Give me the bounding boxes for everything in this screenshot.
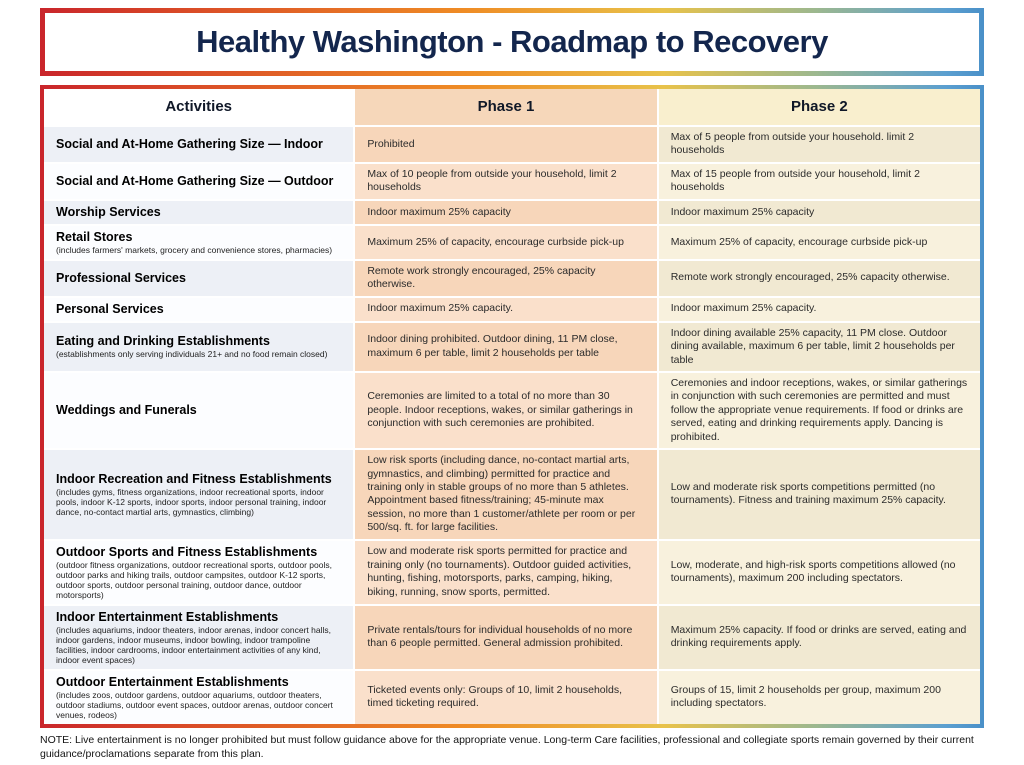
roadmap-table	[44, 89, 980, 724]
table-row	[44, 226, 980, 259]
activity-title: Social and At-Home Gathering Size — Outdoor	[56, 173, 334, 188]
phase1-cell: Max of 10 people from outside your household, limit 2 households	[355, 164, 656, 199]
activity-cell	[44, 127, 353, 162]
phase1-cell: Low risk sports (including dance, no-contact martial arts, gymnastics, and climbing) permitted for practice and training only in stable groups of no more than 5 athletes. Appointment based fitness/training; 45-minute max session, no more than 1 customer/athlete per room or per 500/sq. ft. for large facilities.	[355, 450, 656, 539]
activity-title: Worship Services	[56, 204, 161, 219]
table-row	[44, 373, 980, 448]
phase1-cell: Private rentals/tours for individual households of no more than 6 people permitted. General admission prohibited.	[355, 606, 656, 669]
phase1-cell: Remote work strongly encouraged, 25% capacity otherwise.	[355, 261, 656, 296]
phase2-cell: Max of 5 people from outside your household. limit 2 households	[659, 127, 980, 162]
activity-cell	[44, 261, 353, 296]
activity-cell	[44, 226, 353, 259]
activity-title: Indoor Entertainment Establishments	[56, 609, 279, 624]
header-row	[44, 89, 980, 125]
activity-subtitle: (includes farmers' markets, grocery and convenience stores, pharmacies)	[56, 244, 333, 255]
activity-cell	[44, 201, 353, 224]
page-title: Healthy Washington - Roadmap to Recovery	[196, 24, 828, 59]
activity-cell	[44, 164, 353, 199]
phase2-cell: Low and moderate risk sports competitions permitted (no tournaments). Fitness and training maximum 25% capacity.	[659, 450, 980, 539]
phase1-cell: Low and moderate risk sports permitted for practice and training only (no tournaments). Outdoor guided activities, hunting, fishing, motorsports, parks, camping, hiking, biking, running, snow sports, permitted.	[355, 541, 656, 604]
activity-title: Weddings and Funerals	[56, 403, 197, 418]
title-box	[40, 8, 984, 76]
activity-subtitle: (includes gyms, fitness organizations, indoor recreational sports, indoor pools, indoor K-12 sports, indoor sports, indoor personal training, indoor dance, no-contact martial arts, gymnastics, climbing)	[56, 486, 327, 517]
header-activities: Activities	[44, 89, 353, 125]
phase1-cell: Maximum 25% of capacity, encourage curbside pick-up	[355, 226, 656, 259]
table-row	[44, 201, 980, 224]
phase2-cell: Ceremonies and indoor receptions, wakes, or similar gatherings in conjunction with such ceremonies are permitted and must follow the appropriate venue requirements. If food or drinks are served, eating and drinking requirements apply. Dancing is prohibited.	[659, 373, 980, 448]
phase2-cell: Max of 15 people from outside your household, limit 2 households	[659, 164, 980, 199]
activity-subtitle: (includes aquariums, indoor theaters, indoor arenas, indoor concert halls, indoor gardens, indoor museums, indoor bowling, indoor trampoline facilities, indoor cardrooms, indoor entertainment activities of any kind, indoor event spaces)	[56, 624, 331, 665]
phase2-cell: Remote work strongly encouraged, 25% capacity otherwise.	[659, 261, 980, 296]
phase2-cell: Indoor maximum 25% capacity.	[659, 298, 980, 321]
activity-cell	[44, 541, 353, 604]
activity-title: Eating and Drinking Establishments	[56, 334, 270, 349]
table-row	[44, 298, 980, 321]
activity-cell	[44, 298, 353, 321]
activity-title: Professional Services	[56, 270, 186, 285]
phase1-cell: Indoor dining prohibited. Outdoor dining, 11 PM close, maximum 6 per table, limit 2 households per table	[355, 323, 656, 371]
phase2-cell: Groups of 15, limit 2 households per group, maximum 200 including spectators.	[659, 671, 980, 724]
activity-cell	[44, 450, 353, 539]
table-row	[44, 606, 980, 669]
phase2-cell: Indoor maximum 25% capacity	[659, 201, 980, 224]
table-row	[44, 541, 980, 604]
activity-subtitle: (outdoor fitness organizations, outdoor recreational sports, outdoor pools, outdoor parks and hiking trails, outdoor campsites, outdoor K-12 sports, outdoor sports, outdoor personal training, outdoor dance, outdoor motorsports)	[56, 559, 332, 600]
activity-cell	[44, 606, 353, 669]
activity-subtitle: (includes zoos, outdoor gardens, outdoor aquariums, outdoor theaters, outdoor stadiums, outdoor event spaces, outdoor arenas, outdoor concert venues, rodeos)	[56, 689, 333, 720]
table-body	[44, 127, 980, 724]
phase2-cell: Maximum 25% capacity. If food or drinks are served, eating and drinking requirements apply.	[659, 606, 980, 669]
table-row	[44, 164, 980, 199]
phase1-cell: Indoor maximum 25% capacity	[355, 201, 656, 224]
phase2-cell: Indoor dining available 25% capacity, 11 PM close. Outdoor dining available, maximum 6 per table, limit 2 households per table	[659, 323, 980, 371]
activity-title: Indoor Recreation and Fitness Establishments	[56, 471, 332, 486]
activity-title: Retail Stores	[56, 229, 133, 244]
phase1-cell: Ceremonies are limited to a total of no more than 30 people. Indoor receptions, wakes, or similar gatherings in conjunction with such ceremonies are prohibited.	[355, 373, 656, 448]
table-row	[44, 127, 980, 162]
phase1-cell: Prohibited	[355, 127, 656, 162]
table-row	[44, 261, 980, 296]
activity-cell	[44, 323, 353, 371]
footnote: NOTE: Live entertainment is no longer prohibited but must follow guidance above for the appropriate venue. Long-term Care facilities, professional and collegiate sports remain governed by their current guidance/proclamations separate from this plan.	[40, 733, 974, 760]
phase2-cell: Maximum 25% of capacity, encourage curbside pick-up	[659, 226, 980, 259]
header-phase2: Phase 2	[659, 89, 980, 125]
activity-title: Outdoor Entertainment Establishments	[56, 674, 289, 689]
table-row	[44, 323, 980, 371]
title-box-inner	[45, 13, 979, 71]
activity-subtitle: (establishments only serving individuals 21+ and no food remain closed)	[56, 349, 328, 360]
phase1-cell: Indoor maximum 25% capacity.	[355, 298, 656, 321]
table-row	[44, 450, 980, 539]
activity-cell	[44, 671, 353, 724]
activity-title: Outdoor Sports and Fitness Establishments	[56, 544, 318, 559]
table-row	[44, 671, 980, 724]
activity-title: Personal Services	[56, 301, 164, 316]
roadmap-table-frame	[40, 85, 984, 728]
phase1-cell: Ticketed events only: Groups of 10, limit 2 households, timed ticketing required.	[355, 671, 656, 724]
activity-cell	[44, 373, 353, 448]
phase2-cell: Low, moderate, and high-risk sports competitions allowed (no tournaments), maximum 200 including spectators.	[659, 541, 980, 604]
activity-title: Social and At-Home Gathering Size — Indoor	[56, 136, 323, 151]
header-phase1: Phase 1	[355, 89, 656, 125]
